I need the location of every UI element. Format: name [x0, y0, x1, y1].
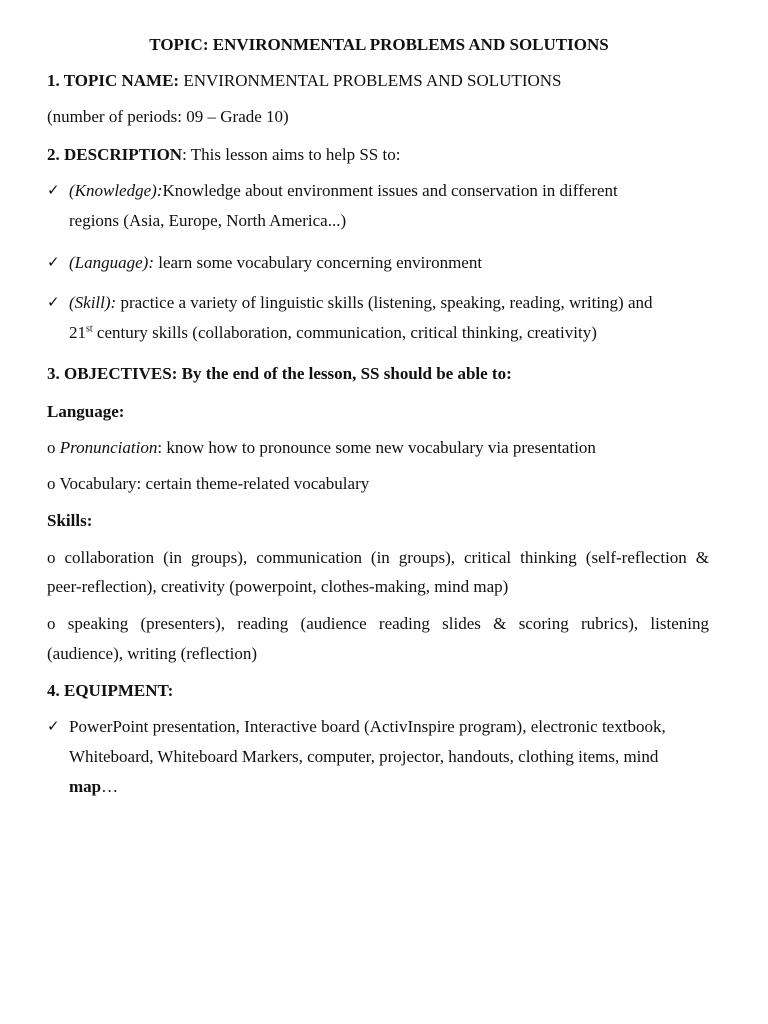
periods-line: (number of periods: 09 – Grade 10) — [47, 107, 289, 126]
topic-name-text: ENVIRONMENTAL PROBLEMS AND SOLUTIONS — [179, 71, 562, 90]
skill-line-2 — [69, 323, 597, 343]
language-label: (Language): — [69, 253, 154, 272]
skill-number: 21 — [69, 323, 86, 342]
equipment-map-word: map — [69, 777, 102, 796]
language-line — [69, 253, 482, 273]
pronunciation-text: : know how to pronounce some new vocabulary via presentation — [157, 438, 596, 457]
equipment-heading: 4. EQUIPMENT: — [47, 681, 174, 700]
skill-superscript: st — [86, 323, 93, 335]
document-title: TOPIC: ENVIRONMENTAL PROBLEMS AND SOLUTIONS — [149, 35, 609, 54]
knowledge-label: (Knowledge): — [69, 181, 163, 200]
knowledge-line-2: regions (Asia, Europe, North America...) — [69, 211, 347, 230]
description-label: 2. DESCRIPTION — [47, 145, 183, 164]
skills-line-2: peer-reflection), creativity (powerpoint, clothes-making, mind map) — [47, 577, 509, 596]
skill-text-1: practice a variety of linguistic skills (listening, speaking, reading, writing) and — [116, 293, 653, 312]
knowledge-text-1: Knowledge about environment issues and conservation in different — [162, 181, 618, 200]
knowledge-line-1 — [69, 181, 618, 201]
description-text: : This lesson aims to help SS to: — [182, 145, 401, 164]
vocabulary-line: o Vocabulary: certain theme-related vocabulary — [47, 474, 370, 493]
checkmark-icon: ✓ — [47, 293, 60, 311]
skills-line-4: (audience), writing (reflection) — [47, 644, 258, 663]
skill-text-2: century skills (collaboration, communication, critical thinking, creativity) — [92, 323, 597, 342]
equipment-line-3 — [69, 777, 118, 797]
skill-label: (Skill): — [69, 293, 117, 312]
description-line — [47, 145, 400, 165]
topic-name-label: 1. TOPIC NAME: — [47, 71, 180, 90]
equipment-ellipsis: … — [101, 777, 119, 796]
pronunciation-label: Pronunciation — [59, 438, 158, 457]
checkmark-icon: ✓ — [47, 181, 60, 199]
skills-line-3: o speaking (presenters), reading (audience reading slides & scoring rubrics), listening — [47, 614, 709, 633]
skills-line-1: o collaboration (in groups), communication (in groups), critical thinking (self-reflection & — [47, 548, 709, 567]
equipment-line-2: Whiteboard, Whiteboard Markers, computer, projector, handouts, clothing items, mind — [69, 747, 659, 766]
topic-name-line — [47, 71, 562, 91]
skills-heading: Skills: — [47, 511, 93, 530]
equipment-line-1: PowerPoint presentation, Interactive board (ActivInspire program), electronic textbook, — [69, 717, 666, 736]
language-text: learn some vocabulary concerning environment — [153, 253, 483, 272]
checkmark-icon: ✓ — [47, 253, 60, 271]
skill-line-1 — [69, 293, 653, 313]
language-heading: Language: — [47, 402, 125, 421]
pronunciation-line — [47, 438, 596, 458]
bullet-marker: o — [47, 438, 60, 457]
checkmark-icon: ✓ — [47, 717, 60, 735]
objectives-heading: 3. OBJECTIVES: By the end of the lesson, SS should be able to: — [47, 364, 512, 383]
